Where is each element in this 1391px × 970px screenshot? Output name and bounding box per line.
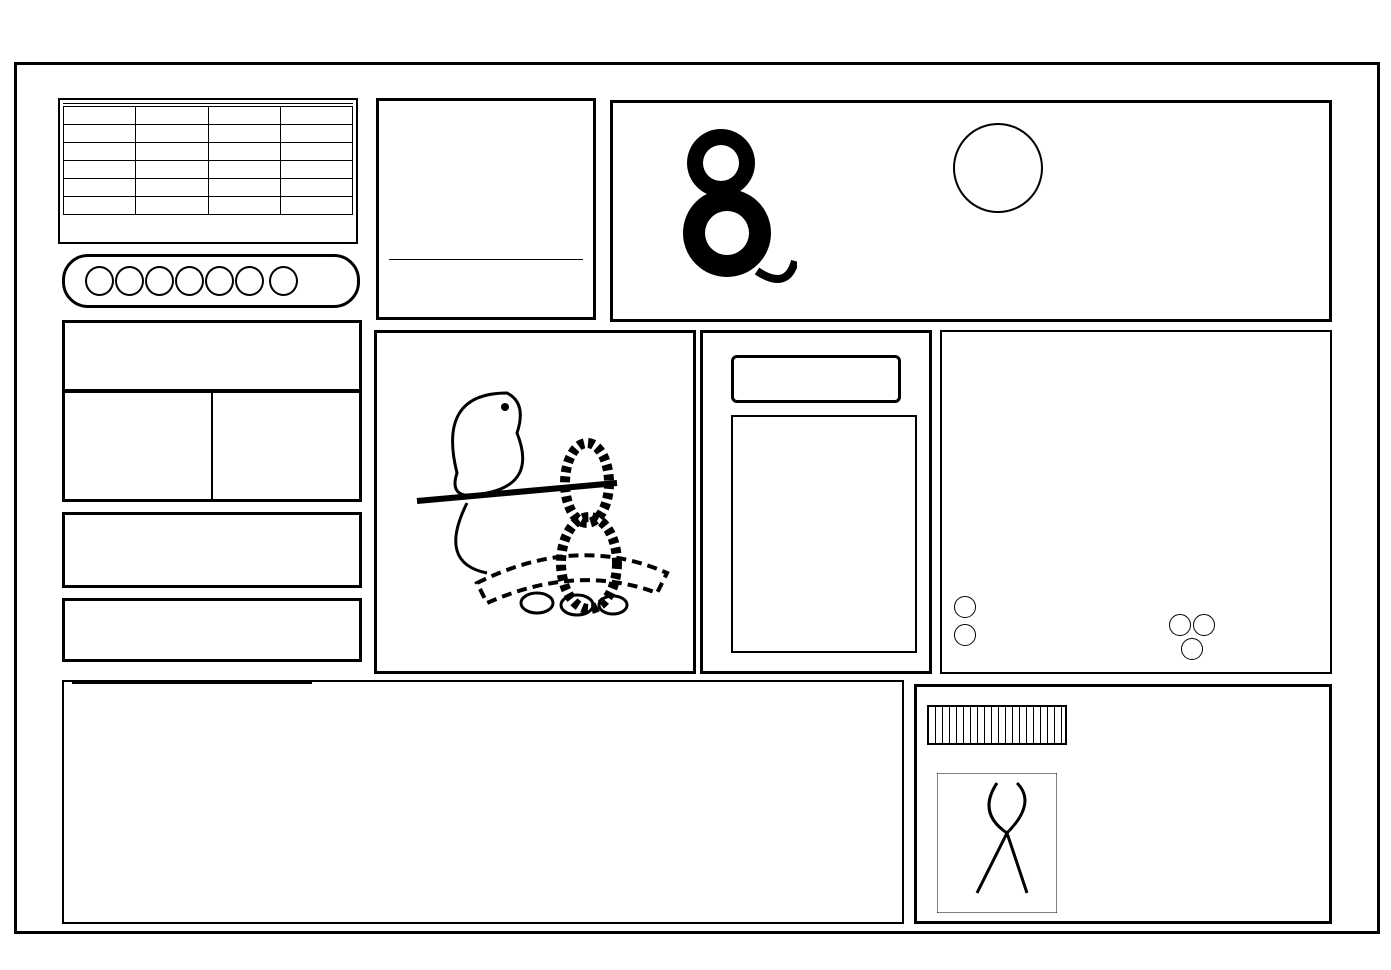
interpret-box <box>914 684 1332 924</box>
mark-circle <box>954 624 976 646</box>
mark-circle <box>954 596 976 618</box>
recent-table-title <box>63 103 353 104</box>
open-title-box <box>62 320 362 392</box>
logo-stamp <box>953 123 1043 213</box>
result-ball <box>235 266 264 296</box>
col-header <box>136 107 208 125</box>
logo-box <box>610 100 1332 322</box>
tip-line <box>389 221 583 255</box>
result-ball <box>205 266 234 296</box>
open-numbers-box <box>62 512 362 588</box>
treasure-title <box>731 355 901 403</box>
result-balls-box <box>62 254 360 308</box>
history-box <box>62 680 904 924</box>
result-ball <box>145 266 174 296</box>
marksix-strip-right <box>1342 95 1362 925</box>
scroll-paper <box>731 415 917 653</box>
treasure-box <box>700 330 932 674</box>
table-row <box>64 161 353 179</box>
crane-drawing <box>937 773 1057 913</box>
marksix-strip-left <box>28 95 48 925</box>
col-header <box>280 107 352 125</box>
history-grid <box>314 682 904 922</box>
eight-logo-icon <box>677 121 797 291</box>
book-icon <box>927 705 1067 745</box>
table-row <box>64 143 353 161</box>
result-ball <box>175 266 204 296</box>
footer-notice <box>0 936 1391 966</box>
recent-table <box>63 106 353 215</box>
picture-box <box>374 330 696 674</box>
table-row <box>64 179 353 197</box>
mark-circle <box>1169 614 1191 636</box>
table-row <box>64 125 353 143</box>
result-ball <box>85 266 114 296</box>
bird-drawing <box>377 333 693 671</box>
tip-line <box>389 119 583 153</box>
tip-line <box>389 187 583 221</box>
marksix-strip-top <box>48 68 1338 88</box>
history-title <box>72 682 312 684</box>
open-attr-box <box>62 390 362 502</box>
col-header <box>208 107 280 125</box>
mark-circle <box>1193 614 1215 636</box>
special-ball <box>269 266 298 296</box>
recent-table-box <box>58 98 358 244</box>
mark-circle <box>1181 638 1203 660</box>
special-send-box <box>62 598 362 662</box>
table-row <box>64 197 353 215</box>
tip-line <box>389 153 583 187</box>
analysis-box <box>940 330 1332 674</box>
col-header <box>64 107 136 125</box>
result-ball <box>115 266 144 296</box>
tips-box <box>376 98 596 320</box>
